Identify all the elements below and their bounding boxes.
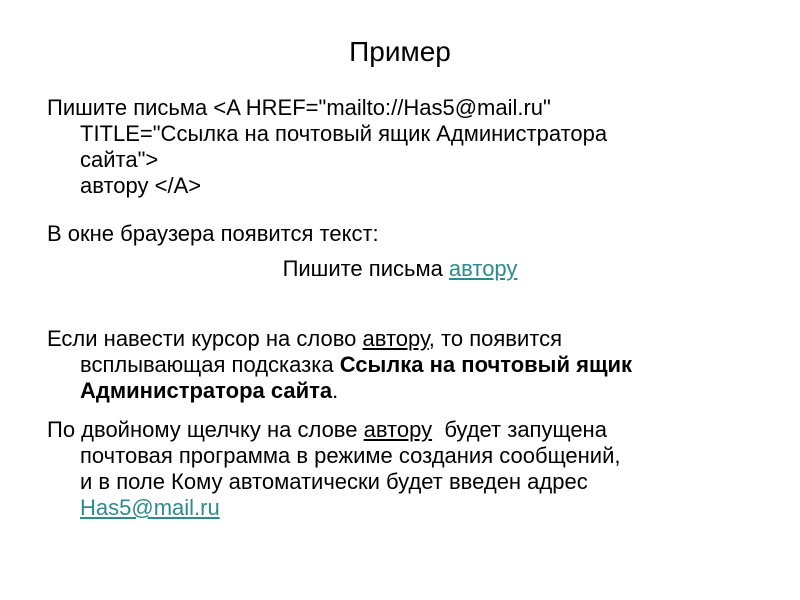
tooltip-author-word: автору bbox=[362, 326, 429, 351]
rendered-example bbox=[0, 256, 800, 282]
tooltip-line-3-suffix: . bbox=[332, 378, 339, 403]
doubleclick-line-4 bbox=[47, 495, 777, 521]
tooltip-line-1 bbox=[47, 326, 777, 352]
tooltip-line-2 bbox=[47, 352, 777, 378]
doubleclick-paragraph bbox=[47, 417, 777, 521]
tooltip-line-3 bbox=[47, 378, 777, 404]
tooltip-text-bold-1: Ссылка на почтовый ящик bbox=[339, 352, 633, 377]
example-prefix: Пишите письма bbox=[282, 256, 449, 281]
doubleclick-author-word: автору bbox=[363, 417, 433, 442]
email-link[interactable]: Has5@mail.ru bbox=[80, 495, 220, 520]
doubleclick-line-2: почтовая программа в режиме создания сообщений, bbox=[80, 443, 621, 468]
code-line-1: Пишите письма <A HREF="mailto://Has5@mail.ru" bbox=[47, 95, 551, 120]
tooltip-line-1-suffix: , то появится bbox=[428, 326, 562, 351]
doubleclick-line-1-suffix: будет запущена bbox=[432, 417, 607, 442]
tooltip-text-bold-2: Администратора сайта bbox=[80, 378, 333, 403]
intro-line: В окне браузера появится текст: bbox=[47, 221, 379, 246]
browser-text-intro bbox=[47, 221, 777, 247]
tooltip-line-2-prefix: всплывающая подсказка bbox=[80, 352, 340, 377]
slide-title: Пример bbox=[349, 36, 451, 67]
doubleclick-line-1 bbox=[47, 417, 777, 443]
html-code-paragraph bbox=[47, 95, 777, 199]
doubleclick-line-1-prefix: По двойному щелчку на слове bbox=[47, 417, 364, 442]
code-line-4: автору </A> bbox=[80, 173, 202, 198]
tooltip-paragraph bbox=[47, 326, 777, 404]
doubleclick-line-3: и в поле Кому автоматически будет введен адрес bbox=[80, 469, 588, 494]
tooltip-line-1-prefix: Если навести курсор на слово bbox=[47, 326, 363, 351]
code-line-3: сайта"> bbox=[80, 147, 159, 172]
code-line-2: TITLE="Ссылка на почтовый ящик Администратора bbox=[80, 121, 608, 146]
example-author-link[interactable]: автору bbox=[448, 256, 518, 281]
